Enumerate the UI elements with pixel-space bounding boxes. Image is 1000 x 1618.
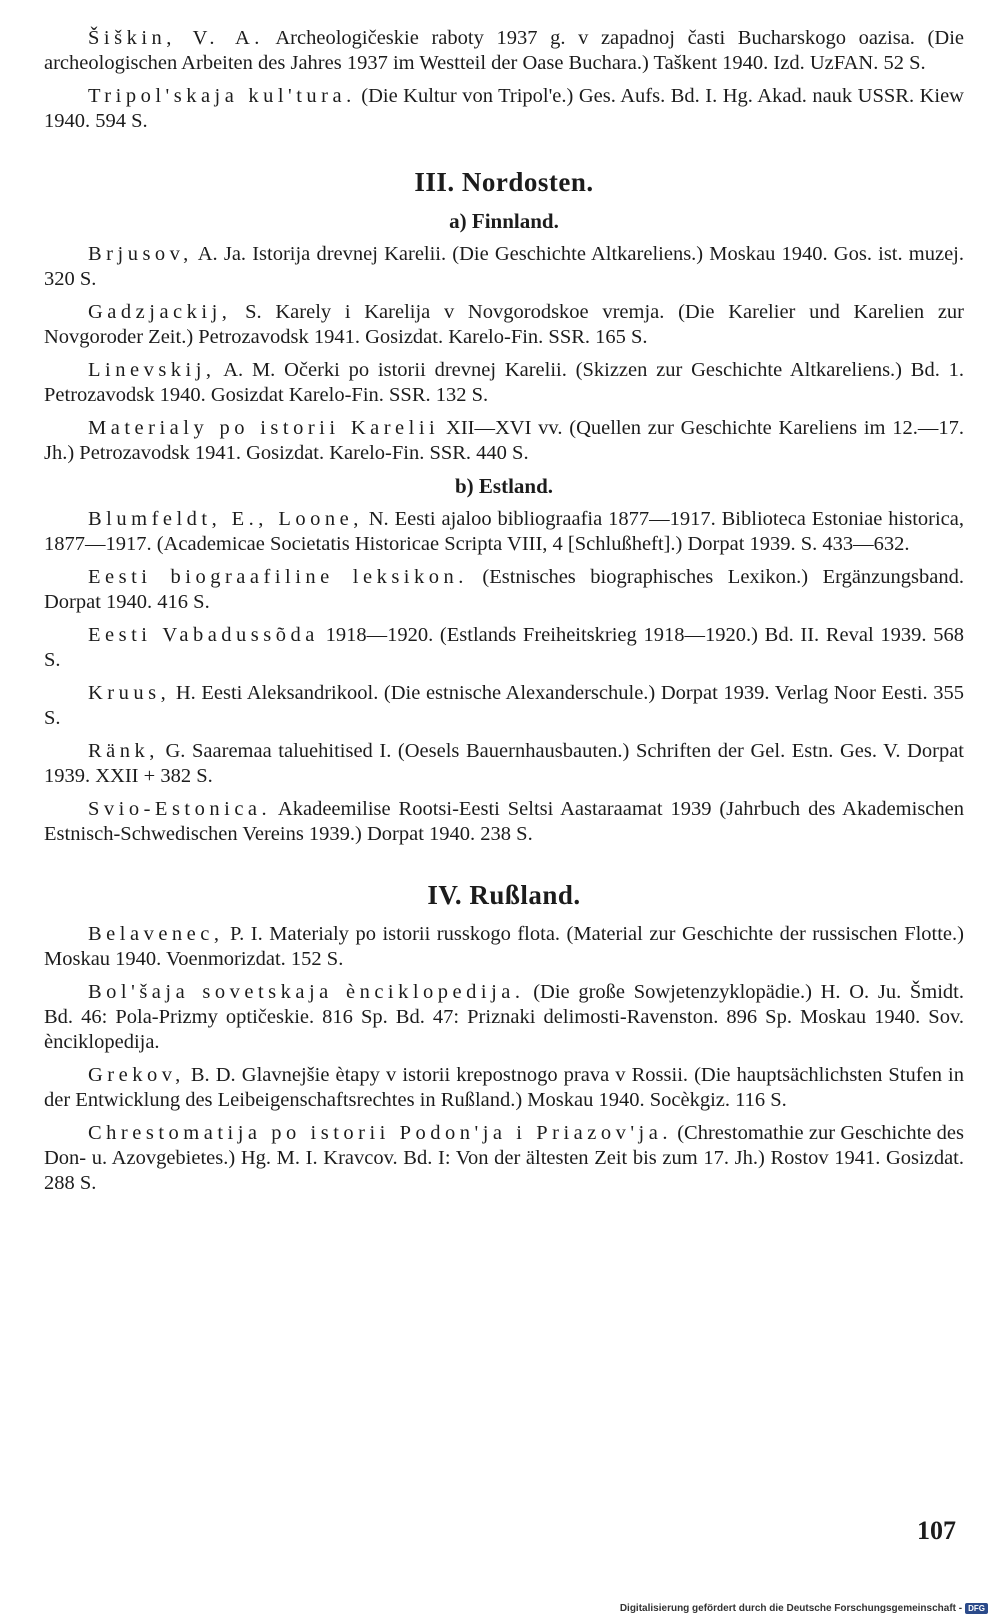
entry-citation: H. Eesti Aleksandrikool. (Die estnische Alexanderschule.) Dorpat 1939. Verlag Noor Eesti. 355 S. [44,682,964,729]
footer-text: Digitalisierung gefördert durch die Deutsche Forschungsgemeinschaft - [619,1603,963,1614]
bibliography-entry [44,623,964,673]
entry-citation: N. Eesti ajaloo bibliograafia 1877—1917. Biblioteca Estoniae historica, 1877—1917. (Academicae Societatis Historicae Scripta VIII, 4 [Schlußheft].) Dorpat 1939. S. 433—632. [44,508,965,555]
bibliography-entry [44,565,964,615]
entry-author: Eesti biograafiline leksikon. [88,566,468,588]
entry-author: Ränk, [88,740,159,762]
bibliography-entry [44,26,964,76]
subsection-heading-finnland: a) Finnland. [449,209,559,233]
entry-citation: G. Saaremaa taluehitised I. (Oesels Bauernhausbauten.) Schriften der Gel. Estn. Ges. V. Dorpat 1939. XXII + 382 S. [44,740,964,787]
bibliography-entry [44,1063,964,1113]
entry-author: Kruus, [88,682,171,704]
section-heading-russland: IV. Rußland. [427,880,581,910]
entry-author: Šiškin, V. A. [88,27,264,49]
entry-author: Brjusov, [88,243,193,265]
entry-author: Grekov, [88,1064,185,1086]
bibliography-entry [44,84,964,134]
entry-author: Belavenec, [88,923,224,945]
entry-author: Blumfeldt, E., Loone, [88,508,363,530]
bibliography-entry [44,507,964,557]
digitization-footer [620,1603,988,1614]
bibliography-entry [44,1121,964,1196]
bibliography-entry [44,416,964,466]
entry-citation: (Estnisches biographisches Lexikon.) Ergänzungsband. Dorpat 1940. 416 S. [44,566,964,613]
entry-author: Bol'šaja sovetskaja ènciklopedija. [88,981,525,1003]
subsection-heading-estland: b) Estland. [454,474,554,498]
entry-citation: A. Ja. Istorija drevnej Karelii. (Die Geschichte Altkareliens.) Moskau 1940. Gos. ist. muzej. 320 S. [44,243,964,290]
entry-citation: (Die große Sowjetenzyklopädie.) H. O. Ju. Šmidt. Bd. 46: Pola-Prizmy optičeskie. 816 Sp. Bd. 47: Priznaki delimosti-Ravenston. 896 Sp. Moskau 1940. Sov. ènciklopedija. [44,981,965,1053]
entry-author: Svio-Estonica. [88,798,272,820]
entry-citation: P. I. Materialy po istorii russkogo flota. (Material zur Geschichte der russischen Flotte.) Moskau 1940. Voenmorizdat. 152 S. [44,923,964,970]
bibliography-entry [44,739,964,789]
bibliography-content [44,26,964,1204]
entry-citation: S. Karely i Karelija v Novgorodskoe vremja. (Die Karelier und Karelien zur Novgoroder Zeit.) Petrozavodsk 1941. Gosizdat. Karelo-Fin. SSR. 165 S. [44,301,964,348]
bibliography-entry [44,358,964,408]
entry-author: Eesti Vabadussõda [88,624,319,646]
entry-citation: B. D. Glavnejšie ètapy v istorii krepostnogo prava v Rossii. (Die hauptsächlichsten Stufen in der Entwicklung des Leibeigenschaftsrechtes in Rußland.) Moskau 1940. Socèkgiz. 116 S. [44,1064,964,1111]
bibliography-entry [44,242,964,292]
entry-citation: XII—XVI vv. (Quellen zur Geschichte Kareliens im 12.—17. Jh.) Petrozavodsk 1941. Gosizdat. Karelo-Fin. SSR. 440 S. [44,417,964,464]
entry-author: Tripol'skaja kul'tura. [88,85,356,107]
bibliography-entry [44,922,964,972]
entry-author: Linevskij, [88,359,216,381]
entry-citation: (Chrestomathie zur Geschichte des Don- u. Azovgebietes.) Hg. M. I. Kravcov. Bd. I: Von der ältesten Zeit bis zum 17. Jh.) Rostov 1941. Gosizdat. 288 S. [44,1122,964,1194]
dfg-logo-icon: DFG [965,1603,988,1614]
entry-citation: A. M. Očerki po istorii drevnej Karelii. (Skizzen zur Geschichte Altkareliens.) Bd. 1. Petrozavodsk 1940. Gosizdat Karelo-Fin. SSR. 132 S. [44,359,964,406]
bibliography-entry [44,300,964,350]
bibliography-entry [44,980,964,1055]
entry-author: Gadzjackij, [88,301,232,323]
entry-citation: 1918—1920. (Estlands Freiheitskrieg 1918—1920.) Bd. II. Reval 1939. 568 S. [44,624,964,671]
page-number: 107 [917,1516,956,1545]
entry-citation: Akadeemilise Rootsi-Eesti Seltsi Aastaraamat 1939 (Jahrbuch des Akademischen Estnisch-Schwedischen Vereins 1939.) Dorpat 1940. 238 S. [44,798,964,845]
bibliography-entry [44,681,964,731]
section-heading-nordosten: III. Nordosten. [414,167,594,197]
entry-citation: (Die Kultur von Tripol'e.) Ges. Aufs. Bd. I. Hg. Akad. nauk USSR. Kiew 1940. 594 S. [44,85,964,132]
entry-author: Chrestomatija po istorii Podon'ja i Priazov'ja. [88,1122,672,1144]
entry-author: Materialy po istorii Karelii [88,417,440,439]
bibliography-entry [44,797,964,847]
entry-citation: Archeologičeskie raboty 1937 g. v zapadnoj časti Bucharskogo oazisa. (Die archeologischen Arbeiten des Jahres 1937 im Westteil der Oase Buchara.) Taškent 1940. Izd. UzFAN. 52 S. [44,27,964,74]
